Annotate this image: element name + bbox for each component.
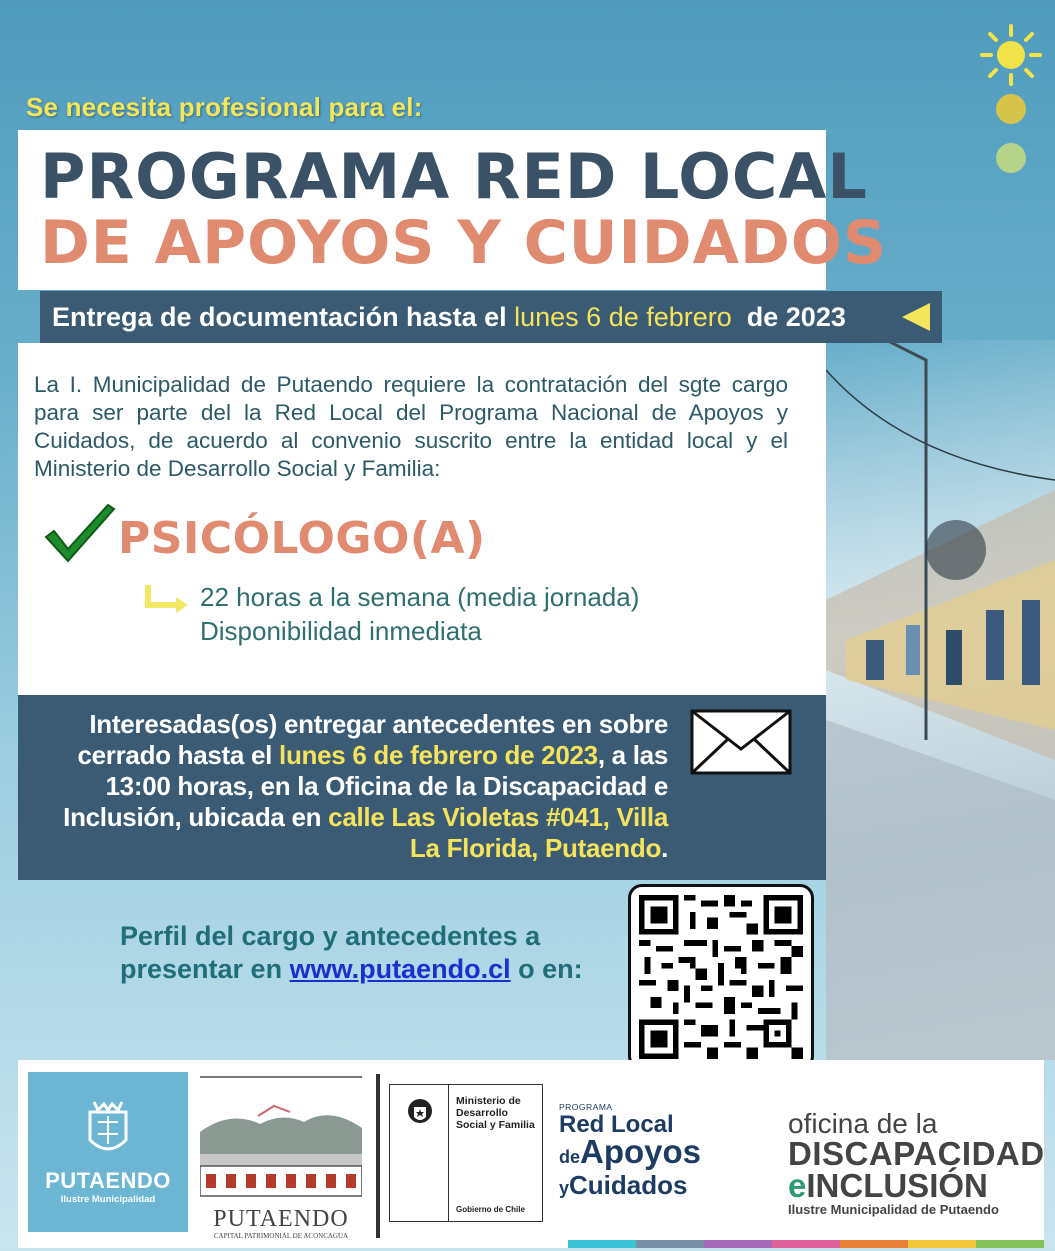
info-date: lunes 6 de febrero de 2023 (279, 740, 598, 770)
deadline-bar (40, 291, 942, 343)
website-link[interactable]: www.putaendo.cl (289, 954, 511, 984)
landscape-icon (200, 1076, 362, 1204)
perfil-line1: Perfil del cargo y antecedentes a (120, 921, 541, 951)
perfil-prefix: presentar en (120, 954, 290, 984)
oficina-line3 (788, 1167, 1038, 1204)
red-line2 (559, 1133, 729, 1172)
red-line3 (559, 1172, 729, 1201)
title-box (18, 130, 888, 290)
chile-coat-of-arms-icon (400, 1091, 440, 1131)
checkmark-icon (42, 503, 118, 574)
sun-icon (980, 24, 1042, 91)
street-illustration (826, 340, 1055, 1060)
oficina-line4: Ilustre Municipalidad de Putaendo (788, 1202, 999, 1217)
red-line3-main: Cuidados (569, 1170, 688, 1200)
putaendo-logo-name: PUTAENDO (45, 1168, 171, 1193)
top-label: Se necesita profesional para el: (26, 92, 423, 122)
decorative-dot (996, 143, 1026, 173)
color-stripe (568, 1240, 1044, 1248)
job-hours: 22 horas a la semana (media jornada) (200, 582, 640, 612)
deadline-date: lunes 6 de febrero (514, 301, 732, 332)
arrow-left-icon (902, 303, 930, 331)
logo-strip (18, 1060, 1044, 1248)
ministerio-divider (448, 1085, 449, 1221)
page-subtitle: DE APOYOS Y CUIDADOS (40, 208, 888, 278)
red-line1: Red Local (559, 1111, 674, 1138)
perfil-line2 (120, 953, 583, 986)
red-programa-label: PROGRAMA (559, 1102, 613, 1112)
capital-patrimonial-logo (200, 1076, 362, 1240)
deadline-prefix: Entrega de documentación hasta el (52, 301, 515, 332)
intro-text: La I. Municipalidad de Putaendo requiere la contratación del sgte cargo para ser parte del la Red Local del Programa Nacional de Apoyos y Cuidados, de acuerdo al convenio suscrito entre la entidad local y el Ministerio de Desarrollo Social y Familia: (34, 372, 788, 481)
putaendo-municipal-logo (28, 1072, 188, 1232)
oficina-line1: oficina de la (788, 1108, 938, 1139)
main-box (18, 343, 826, 695)
info-part1: Interesadas(os) entregar antecedentes en sobre cerrado hasta el (77, 709, 668, 770)
decorative-dot (996, 94, 1026, 124)
logo-divider (376, 1074, 380, 1238)
ministerio-name: Ministerio de Desarrollo Social y Familia (456, 1095, 535, 1131)
corner-arrow-icon (144, 583, 192, 622)
oficina-line3-main: INCLUSIÓN (806, 1167, 988, 1204)
ministerio-logo (389, 1084, 543, 1222)
job-title: PSICÓLOGO(A) (118, 513, 486, 564)
perfil-text (120, 920, 583, 986)
info-part3: . (661, 833, 668, 863)
job-availability: Disponibilidad inmediata (200, 616, 482, 646)
capital-logo-sub: CAPITAL PATRIMONIAL DE ACONCAGUA (213, 1232, 349, 1240)
red-line2-main: Apoyos (580, 1133, 702, 1170)
deadline-suffix: de 2023 (731, 301, 846, 332)
red-line3-small: y (559, 1178, 570, 1198)
qr-code[interactable] (628, 884, 814, 1070)
job-details (200, 580, 639, 648)
perfil-suffix: o en: (510, 954, 583, 984)
page-title: PROGRAMA RED LOCAL (40, 140, 868, 213)
capital-logo-name: PUTAENDO (213, 1206, 349, 1232)
info-part2: , a las 13:00 horas, en la Oficina de la Discapacidad e Inclusión, ubicada en (63, 740, 668, 832)
oficina-line2: DISCAPACIDAD (788, 1135, 1045, 1172)
coat-of-arms-icon (86, 1100, 130, 1160)
oficina-discapacidad-logo (788, 1108, 1045, 1217)
info-box (18, 695, 826, 880)
red-local-logo (559, 1102, 729, 1201)
info-text (28, 709, 668, 864)
oficina-line3-e: e (788, 1167, 807, 1204)
envelope-icon (690, 709, 792, 780)
red-line2-small: de (559, 1147, 581, 1167)
putaendo-logo-sub: Ilustre Municipalidad (60, 1194, 156, 1205)
gobierno-label: Gobierno de Chile (456, 1205, 525, 1214)
info-address: calle Las Violetas #041, Villa La Florida, Putaendo (328, 802, 668, 863)
